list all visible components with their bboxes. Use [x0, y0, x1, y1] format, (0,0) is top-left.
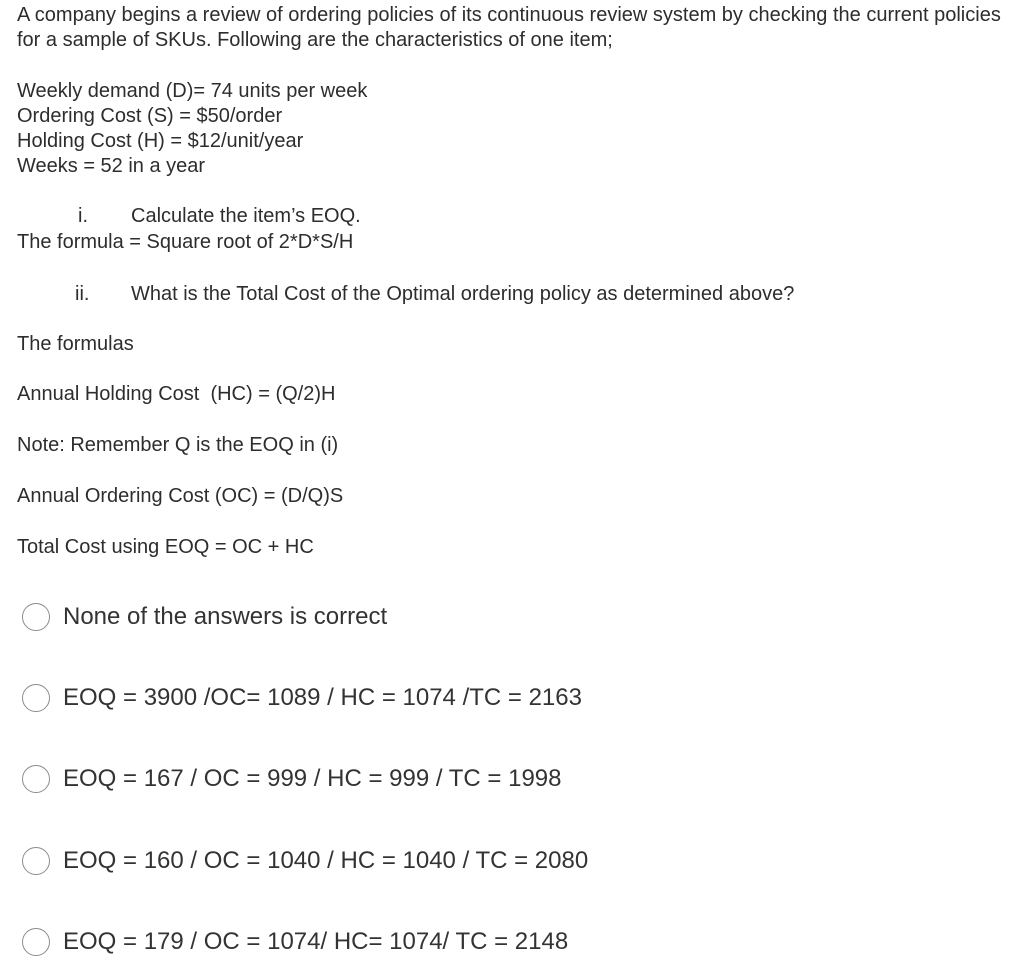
formula-total-cost: Total Cost using EOQ = OC + HC — [17, 536, 314, 558]
radio-circle-icon[interactable] — [22, 603, 50, 631]
answer-option-5[interactable] — [22, 924, 568, 960]
part-ii-text: What is the Total Cost of the Optimal ordering policy as determined above? — [131, 283, 795, 305]
formula-holding-cost: Annual Holding Cost (HC) = (Q/2)H — [17, 383, 336, 405]
answer-option-4[interactable] — [22, 843, 588, 879]
formulas-heading: The formulas — [17, 333, 134, 355]
given-values — [17, 79, 367, 179]
part-i-number: i. — [78, 205, 88, 227]
given-weeks: Weeks = 52 in a year — [17, 155, 206, 177]
answer-label: EOQ = 160 / OC = 1040 / HC = 1040 / TC = 2080 — [63, 847, 589, 874]
given-demand: Weekly demand (D)= 74 units per week — [17, 80, 368, 102]
given-holding-cost: Holding Cost (H) = $12/unit/year — [17, 130, 304, 152]
formula-note: Note: Remember Q is the EOQ in (i) — [17, 434, 339, 456]
question-intro: A company begins a review of ordering policies of its continuous review system by checking the current policies for a sample of SKUs. Following are the characteristics of one item; — [17, 4, 1001, 51]
radio-circle-icon[interactable] — [22, 684, 50, 712]
given-ordering-cost: Ordering Cost (S) = $50/order — [17, 105, 283, 127]
part-ii-number: ii. — [75, 283, 90, 305]
answer-label: EOQ = 179 / OC = 1074/ HC= 1074/ TC = 2148 — [63, 928, 569, 955]
part-i-text: Calculate the item’s EOQ. — [131, 205, 361, 227]
answer-option-1[interactable] — [22, 599, 387, 635]
answer-option-3[interactable] — [22, 761, 562, 797]
answer-option-2[interactable] — [22, 680, 582, 716]
radio-circle-icon[interactable] — [22, 765, 50, 793]
answer-label: None of the answers is correct — [63, 603, 388, 630]
part-i-formula: The formula = Square root of 2*D*S/H — [17, 231, 354, 253]
answer-label: EOQ = 3900 /OC= 1089 / HC = 1074 /TC = 2163 — [63, 684, 582, 711]
radio-circle-icon[interactable] — [22, 847, 50, 875]
answer-label: EOQ = 167 / OC = 999 / HC = 999 / TC = 1998 — [63, 765, 562, 792]
radio-circle-icon[interactable] — [22, 928, 50, 956]
formula-ordering-cost: Annual Ordering Cost (OC) = (D/Q)S — [17, 485, 344, 507]
